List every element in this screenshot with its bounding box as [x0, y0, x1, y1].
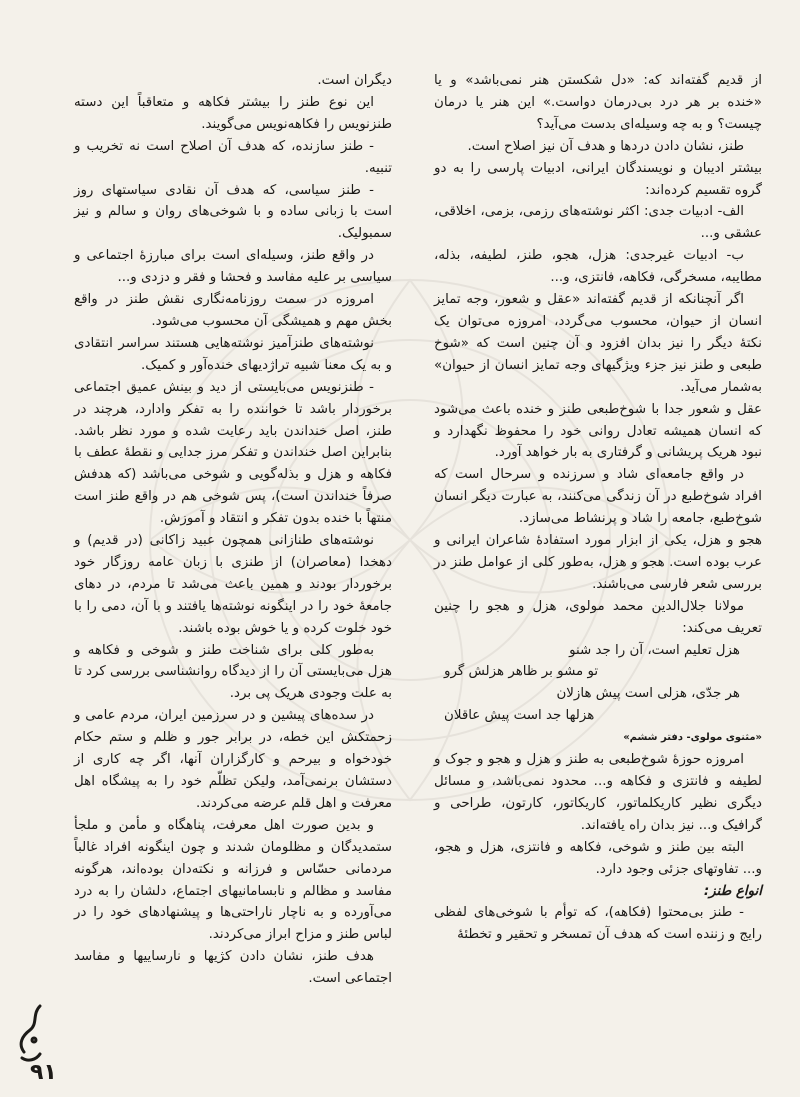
right-column-paragraph: بیشتر ادیبان و نویسندگان ایرانی، ادبیات پارسی را به دو گروه تقسیم کرده‌اند: [434, 160, 762, 198]
page-number: ۹۱ [30, 1060, 57, 1085]
verse-line: تو مشو بر ظاهر هزلش گرو [444, 664, 599, 680]
right-column-paragraph: ب- ادبیات غیرجدی: هزل، هجو، طنز، لطیفه، بذله، مطایبه، مسخرگی، فکاهه، فانتزی، و... [434, 248, 762, 286]
right-column-paragraph: - طنز بی‌محتوا (فکاهه)، که توأم با شوخی‌های لفظی رایج و زننده است که هدف آن تمسخر و تحقیر و تخطئهٔ [434, 905, 762, 943]
left-column-paragraph: هدف طنز، نشان دادن کژیها و نارساییها و مفاسد اجتماعی است. [74, 949, 392, 987]
left-column-paragraph: در واقع طنز، وسیله‌ای است برای مبارزهٔ اجتماعی و سیاسی بر علیه مفاسد و فحشا و فقر و دزدی و... [74, 248, 392, 286]
right-column-paragraph: الف- ادبیات جدی: اکثر نوشته‌های رزمی، بزمی، اخلاقی، عشقی و... [434, 204, 762, 242]
right-column-paragraph: البته بین طنز و شوخی، فکاهه و فانتزی، هزل و هجو، و... تفاوتهای جزئی وجود دارد. [434, 839, 762, 877]
verse-reference: «مثنوی مولوی- دفتر ششم» [623, 732, 762, 744]
verse-line: هر جدّی، هزلی است پیش هازلان [556, 686, 740, 702]
right-column-paragraph: امروزه حوزهٔ شوخ‌طبعی به طنز و هزل و هجو و جوک و لطیفه و فانتزی و فکاهه و... محدود نمی‌باشد، و مسائل دیگری نظیر کاریکلماتور، کاریکاتور، کارتون، طراحی و گرافیک و... نیز بدان راه یافته‌اند. [434, 752, 762, 833]
left-column-paragraph: و بدین صورت اهل معرفت، پناهگاه و مأمن و ملجأ ستمدیدگان و مظلومان شدند و چون اینگونه افراد غالباً مردمانی حسّاس و فرزانه و نکته‌دان بوده‌اند، هرگونه مفاسد و مظالم و نابسامانیهای اجتماع، دلشان را به درد می‌آورده و به ناچار ناراحتی‌ها و پیشنهادهای خود را در لباس طنز و مزاح ابراز می‌کردند. [74, 817, 392, 943]
left-column-paragraph: در سده‌های پیشین و در سرزمین ایران، مردم عامی و زحمتکش این خطه، در برابر جور و ظلم و ستم حکام خودخواه و بیرحم و کارگزاران آنها، اگر چه کاری از دستشان برنمی‌آمد، ولیکن تظلّم خود را به پیشگاه اهل معرفت و اهل قلم عرضه می‌کردند. [74, 708, 392, 811]
right-column-paragraph: در واقع جامعه‌ای شاد و سرزنده و سرحال است که افراد شوخ‌طبع در آن زندگی می‌کنند، به عبارت دیگر انسان شوخ‌طبع، جامعه را شاد و پرنشاط می‌سازد. [434, 467, 762, 527]
left-column-paragraph: نوشته‌های طنازانی همچون عبید زاکانی (در قدیم) و دهخدا (معاصران) از طنزی با زبان عامه روزگار خود برخوردار بودند و همین باعث می‌شد تا مردم، در دهای جامعهٔ خود را در اینگونه نوشته‌ها یافتند و با آن، دمی را با خود خلوت کرده و یا خوش بوده باشند. [74, 533, 392, 636]
left-column-paragraph: این نوع طنز را بیشتر فکاهه و متعاقباً این دسته طنزنویس را فکاهه‌نویس می‌گویند. [74, 94, 392, 132]
verse-line: هزلها جد است پیش عاقلان [444, 708, 595, 724]
right-column-paragraph: اگر آنچنانکه از قدیم گفته‌اند «عقل و شعور، وجه تمایز انسان از حیوان، محسوب می‌گردد، امروزه می‌توان یک نکتهٔ دیگر را نیز بدان افزود و آن چنین است که «شوخ طبعی و طنز نیز جزء ویژگیهای وجه تمایز انسان از حیوان» به‌شمار می‌آید. [434, 292, 762, 395]
left-column-paragraph: به‌طور کلی برای شناخت طنز و شوخی و فکاهه و هزل می‌بایستی آن را از دیدگاه روانشناسی بررسی کرد تا به علت وجودی هریک پی برد. [74, 642, 392, 702]
right-column-paragraph: عقل و شعور جدا با شوخ‌طبعی طنز و خنده باعث می‌شود که انسان همیشه تعادل روانی خود را محفوظ نگهدارد و نبود هریک پریشانی و گرفتاری به بار خواهد آورد. [434, 401, 762, 461]
left-column-paragraph: دیگران است. [317, 73, 392, 88]
right-column-paragraph: مولانا جلال‌الدین محمد مولوی، هزل و هجو را چنین تعریف می‌کند: [434, 598, 762, 636]
right-column-paragraph: طنز، نشان دادن دردها و هدف آن نیز اصلاح است. [467, 138, 744, 154]
left-column-paragraph: امروزه در سمت روزنامه‌نگاری نقش طنز در واقع بخش مهم و همیشگی آن محسوب می‌شود. [74, 292, 392, 329]
right-column-paragraph: هجو و هزل، یکی از ابزار مورد استفادهٔ شاعران ایرانی و عرب بوده است. هجو و هزل، به‌طور کلی از عوامل طنز در بررسی شعر فارسی می‌باشند. [434, 533, 762, 592]
left-column-paragraph: - طنز سازنده، که هدف آن اصلاح است نه تخریب و تنبیه. [74, 138, 392, 176]
left-column-paragraph: - طنز سیاسی، که هدف آن نقادی سیاستهای روز است با زبانی ساده و با شوخی‌های روان و سالم و نیز سمبولیک. [74, 182, 392, 242]
verse-line: هزل تعلیم است، آن را جد شنو [569, 642, 740, 658]
right-text-column [434, 70, 762, 946]
left-text-column [74, 70, 392, 990]
right-column-paragraph: از قدیم گفته‌اند که: «دل شکستن هنر نمی‌باشد» و یا «خنده بر هر درد بی‌درمان دواست.» این هنر یا درمان چیست؟ و به چه وسیله‌ای بدست می‌آید؟ [434, 73, 762, 132]
section-heading: انواع طنز: [703, 883, 762, 899]
left-column-paragraph: نوشته‌های طنزآمیز نوشته‌هایی هستند سراسر انتقادی و به یک معنا شبیه تراژدیهای خنده‌آور و کمیک. [74, 335, 392, 373]
left-column-paragraph: - طنزنویس می‌بایستی از دید و بینش عمیق اجتماعی برخوردار باشد تا خواننده را به تفکر وادارد، هرچند در طنز، اصل خنداندن باید رعایت شده و مورد نظر باشد. بنابراین اصل خنداندن و تفکر مرز جدایی و نقطهٔ عطف با فکاهه و هزل و بذله‌گویی و شوخی می‌باشد (که هدفش صرفاً خنداندن است)، پس شوخی هم در واقع طنز است منتهاً با خنده بدون تفکر و انتقاد و آموزش. [74, 379, 392, 527]
